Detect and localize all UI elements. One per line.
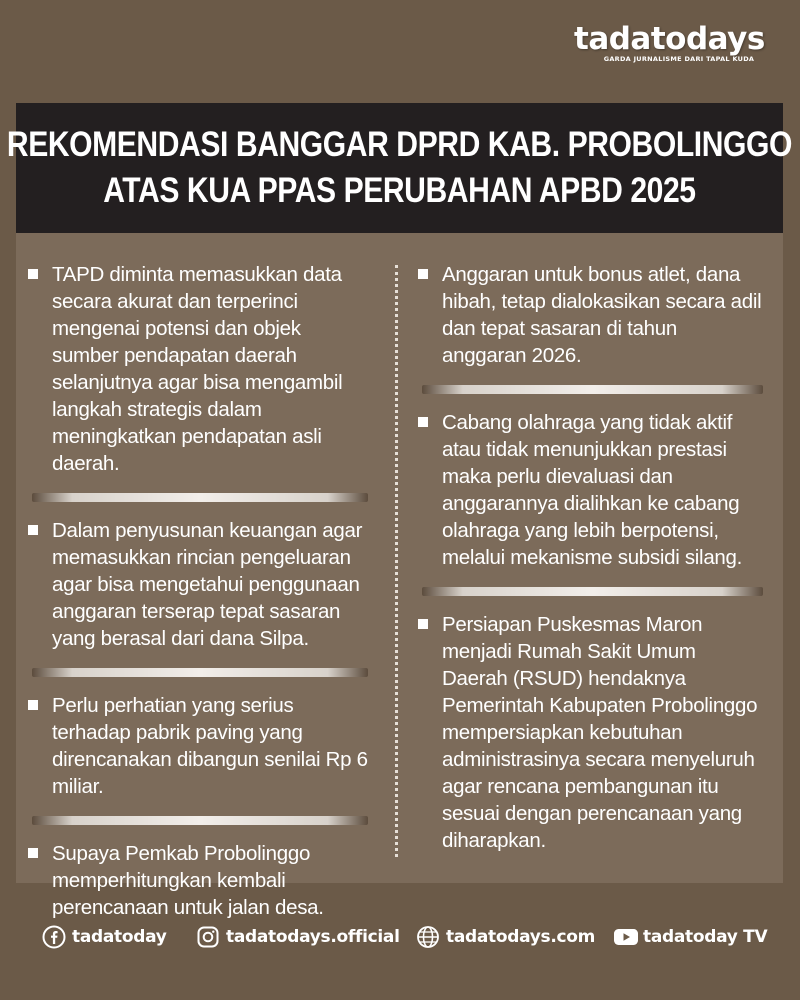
- separator-bar: [422, 385, 763, 394]
- item-text: Anggaran untuk bonus atlet, dana hibah, tetap dialokasikan secara adil dan tepat sasaran di tahun anggaran 2026.: [442, 263, 762, 367]
- list-item: [28, 261, 368, 477]
- list-item: [28, 517, 368, 652]
- youtube-label: tadatoday TV: [643, 927, 768, 947]
- bullet-square-icon: [28, 848, 38, 858]
- brand-name: tadatodays: [574, 21, 765, 57]
- left-column: [28, 261, 368, 921]
- separator-bar: [32, 668, 368, 677]
- social-instagram-link[interactable]: [196, 922, 400, 952]
- social-footer: [0, 922, 800, 952]
- social-website-link[interactable]: [416, 922, 595, 952]
- bullet-square-icon: [28, 525, 38, 535]
- facebook-label: tadatoday: [72, 927, 167, 947]
- social-youtube-link[interactable]: [613, 922, 767, 952]
- item-text: Persiapan Puskesmas Maron menjadi Rumah Sakit Umum Daerah (RSUD) hendaknya Pemerintah Kabupaten Probolinggo mempersiapkan kebutuhan administrasinya secara menyeluruh agar rencana pembangunan itu sesuai dengan perencanaan yang diharapkan.: [442, 613, 758, 852]
- title-line-2: ATAS KUA PPAS PERUBAHAN APBD 2025: [103, 171, 696, 210]
- list-item: [418, 409, 763, 571]
- separator-bar: [32, 816, 368, 825]
- globe-icon: [416, 925, 440, 949]
- list-item: [418, 261, 763, 369]
- facebook-icon: [42, 925, 66, 949]
- brand-tagline: GARDA JURNALISME DARI TAPAL KUDA: [603, 55, 755, 63]
- youtube-icon: [613, 925, 637, 949]
- title-line-1: REKOMENDASI BANGGAR DPRD KAB. PROBOLINGGO: [6, 125, 793, 164]
- content-panel: [6, 103, 793, 919]
- list-item: [28, 692, 368, 800]
- bullet-square-icon: [418, 417, 428, 427]
- item-text: Perlu perhatian yang serius terhadap pabrik paving yang direncanakan dibangun senilai Rp 6 miliar.: [52, 694, 368, 798]
- bullet-square-icon: [28, 269, 38, 279]
- column-divider: [395, 265, 398, 857]
- list-item: [28, 840, 368, 921]
- item-text: Dalam penyusunan keuangan agar memasukkan rincian pengeluaran agar bisa mengetahui penggunaan anggaran terserap tepat sasaran yang berasal dari dana Silpa.: [52, 519, 363, 650]
- social-facebook-link[interactable]: [42, 922, 167, 952]
- bullet-square-icon: [418, 619, 428, 629]
- bullet-square-icon: [418, 269, 428, 279]
- item-text: Supaya Pemkab Probolinggo memperhitungkan kembali perencanaan untuk jalan desa.: [52, 842, 324, 919]
- item-text: TAPD diminta memasukkan data secara akurat dan terperinci mengenai potensi dan objek sumber pendapatan daerah selanjutnya agar bisa mengambil langkah strategis dalam meningkatkan pendapatan asli daerah.: [52, 263, 343, 475]
- instagram-label: tadatodays.official: [226, 927, 400, 947]
- title-box: [6, 103, 793, 233]
- right-column: [418, 261, 763, 854]
- brand-logo: [574, 22, 764, 63]
- instagram-icon: [196, 925, 220, 949]
- website-label: tadatodays.com: [446, 927, 596, 947]
- list-item: [418, 611, 763, 854]
- separator-bar: [422, 587, 763, 596]
- separator-bar: [32, 493, 368, 502]
- bullet-square-icon: [28, 700, 38, 710]
- item-text: Cabang olahraga yang tidak aktif atau tidak menunjukkan prestasi maka perlu dievaluasi dan anggarannya dialihkan ke cabang olahraga yang lebih berpotensi, melalui mekanisme subsidi silang.: [442, 411, 743, 569]
